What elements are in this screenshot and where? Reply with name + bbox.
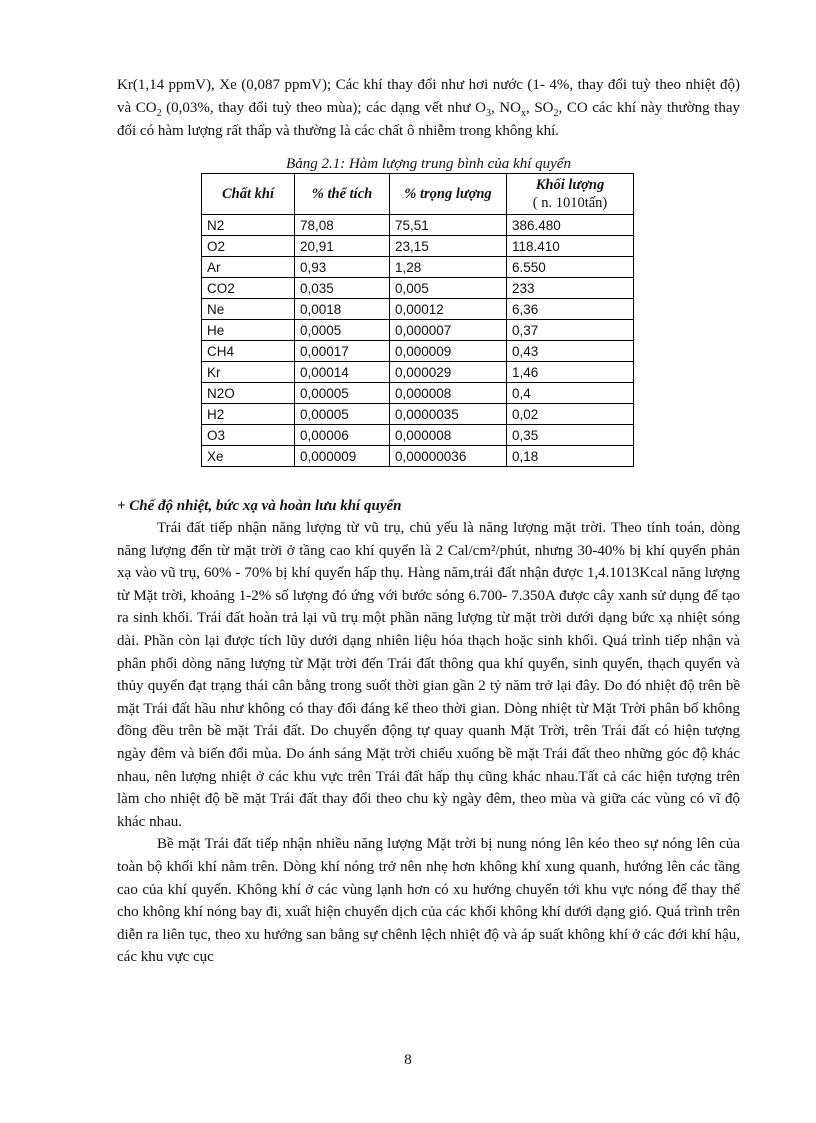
table-cell: 0,37 (507, 320, 634, 341)
table-cell: 0,00005 (295, 404, 390, 425)
table-cell: 233 (507, 278, 634, 299)
table-cell: 0,93 (295, 257, 390, 278)
table-cell: 0,00014 (295, 362, 390, 383)
table-cell: 0,00017 (295, 341, 390, 362)
table-cell: 0,000008 (390, 383, 507, 404)
table-cell: 0,35 (507, 425, 634, 446)
intro-paragraph (117, 74, 740, 143)
table-cell: 23,15 (390, 236, 507, 257)
table-cell: 0,005 (390, 278, 507, 299)
document-page (117, 74, 740, 969)
gas-composition-table (201, 173, 634, 467)
intro-text: , SO (525, 100, 554, 116)
table-cell: 118.410 (507, 236, 634, 257)
subscript: 2 (156, 108, 162, 119)
table-cell: 0,02 (507, 404, 634, 425)
table-row (202, 257, 634, 278)
table-cell: CO2 (202, 278, 295, 299)
table-cell: 6.550 (507, 257, 634, 278)
intro-text: (0,03%, thay đổi tuỳ theo mùa); các dạng vết như O (161, 100, 486, 116)
header-gas: Chất khí (202, 174, 295, 215)
table-cell: 0,000009 (390, 341, 507, 362)
table-cell: 20,91 (295, 236, 390, 257)
table-cell: 0,0005 (295, 320, 390, 341)
table-cell: 6,36 (507, 299, 634, 320)
table-cell: 0,0000035 (390, 404, 507, 425)
table-cell: 0,00006 (295, 425, 390, 446)
table-cell: Kr (202, 362, 295, 383)
table-cell: 0,000009 (295, 446, 390, 467)
intro-text: , CO các khí này thường thay đổi có hàm lượng rất thấp và thường là các chất ô nhiễm trong không khí. (117, 100, 740, 139)
table-cell: 0,000029 (390, 362, 507, 383)
header-volume: % thể tích (295, 174, 390, 215)
table-row (202, 383, 634, 404)
table-cell: N2O (202, 383, 295, 404)
table-cell: 0,000008 (390, 425, 507, 446)
section-title: + Chế độ nhiệt, bức xạ và hoàn lưu khí quyển (117, 498, 402, 514)
table-row (202, 404, 634, 425)
table-row (202, 341, 634, 362)
table-cell: Xe (202, 446, 295, 467)
table-cell: He (202, 320, 295, 341)
table-cell: O2 (202, 236, 295, 257)
table-row (202, 362, 634, 383)
header-mass (507, 174, 634, 215)
table-cell: 0,000007 (390, 320, 507, 341)
table-cell: 386.480 (507, 215, 634, 236)
table-cell: 0,0018 (295, 299, 390, 320)
table-cell: 0,00005 (295, 383, 390, 404)
table-header-row (202, 174, 634, 215)
intro-text: Kr(1,14 ppmV), Xe (0,087 ppmV); Các khí thay đổi như hơi nước (1- 4%, thay đổi tuỳ theo nhiệt độ) và CO (117, 77, 740, 116)
table-cell: 1,46 (507, 362, 634, 383)
subscript: 3 (485, 108, 491, 119)
table-row (202, 215, 634, 236)
table-cell: 75,51 (390, 215, 507, 236)
table-cell: 0,035 (295, 278, 390, 299)
page-number: 8 (404, 1052, 412, 1068)
header-weight: % trọng lượng (390, 174, 507, 215)
subscript: 2 (553, 108, 559, 119)
table-cell: 0,18 (507, 446, 634, 467)
body-paragraph: Bề mặt Trái đất tiếp nhận nhiều năng lượng Mặt trời bị nung nóng lên kéo theo sự nóng lên của toàn bộ khối khí nằm trên. Dòng khí nóng trở nên nhẹ hơn không khí xung quanh, hướng lên các tầng cao của khí quyển. Không khí ở các vùng lạnh hơn có xu hướng chuyển tới khu vực nóng để thay thế cho không khí nóng bay đi, xuất hiện chuyển dịch của các khối không khí dưới dạng gió. Quá trình trên diễn ra liên tục, theo xu hướng san bằng sự chênh lệch nhiệt độ và áp suất không khí ở các đới khí hậu, các khu vực cục (117, 836, 740, 966)
subscript: x (520, 108, 526, 119)
table-body (202, 215, 634, 467)
table-cell: 0,4 (507, 383, 634, 404)
table-cell: O3 (202, 425, 295, 446)
table-cell: N2 (202, 215, 295, 236)
table-cell: 0,00000036 (390, 446, 507, 467)
table-row (202, 320, 634, 341)
table-row (202, 425, 634, 446)
table-cell: CH4 (202, 341, 295, 362)
table-row (202, 299, 634, 320)
table-cell: 78,08 (295, 215, 390, 236)
table-row (202, 278, 634, 299)
header-mass-unit: ( n. 1010tấn) (532, 195, 608, 211)
table-cell: Ar (202, 257, 295, 278)
table-cell: H2 (202, 404, 295, 425)
table-cell: Ne (202, 299, 295, 320)
table-caption: Bảng 2.1: Hàm lượng trung bình của khí quyển (286, 156, 571, 172)
table-cell: 1,28 (390, 257, 507, 278)
table-row (202, 446, 634, 467)
table-cell: 0,43 (507, 341, 634, 362)
intro-text: , NO (490, 100, 521, 116)
body-paragraph: Trái đất tiếp nhận năng lượng từ vũ trụ, chủ yếu là năng lượng mặt trời. Theo tính toán, dòng năng lượng đến từ mặt trời ở tầng cao khí quyển là 2 Cal/cm²/phút, nhưng 30-40% bị khí quyển phản xạ vào vũ trụ, 60% - 70% bị khí quyển hấp thụ. Hàng năm,trái đất nhận được 1,4.1013Kcal năng lượng từ Mặt trời, khoảng 1-2% số lượng đó ứng với bước sóng 6.700- 7.350A được cây xanh sử dụng để tạo ra sinh khối. Trái đất hoàn trả lại vũ trụ một phần năng lượng từ mặt trời dưới dạng bức xạ nhiệt sóng dài. Phần còn lại được tích lũy dưới dạng nhiên liệu hóa thạch hoặc sinh khối. Quá trình tiếp nhận và phân phối dòng năng lượng từ Mặt trời đến Trái đất thông qua khí quyển, sinh quyển, thạch quyển và thủy quyển đạt trạng thái cân bằng trong suốt thời gian gần 2 tỷ năm trở lại đây. Do đó nhiệt độ trên bề mặt Trái đất hầu như không có thay đổi đáng kể theo thời gian. Dòng nhiệt từ Mặt Trời phân bố không đồng đều trên bề mặt Trái đất. Do chuyển động tự quay quanh Mặt Trời, trên Trái đất có hiện tượng ngày đêm và biến đổi mùa. Do ánh sáng Mặt trời chiếu xuống bề mặt Trái đất theo những góc độ khác nhau, nên lượng nhiệt ở các khu vực trên Trái đất hấp thụ cũng khác nhau.Tất cả các hiện tượng trên làm cho nhiệt độ bề mặt Trái đất thay đổi theo chu kỳ ngày đêm, theo mùa và giữa các vùng có vĩ độ khác nhau. (117, 520, 740, 830)
table-row (202, 236, 634, 257)
table-cell: 0,00012 (390, 299, 507, 320)
header-mass-title: Khối lượng (535, 177, 605, 193)
